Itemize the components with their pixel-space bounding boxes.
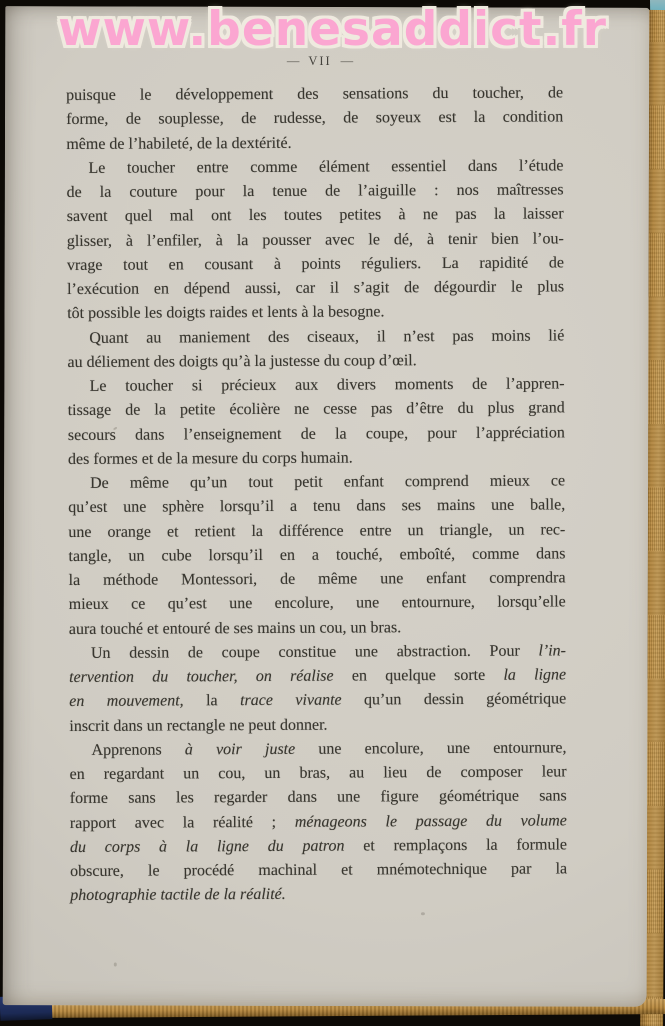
text-line xyxy=(68,494,565,521)
text-segment: puisque le développement des sensations du toucher, de xyxy=(66,84,564,104)
text-segment: une encolure, une entournure, xyxy=(295,739,567,758)
paper-speck xyxy=(114,962,117,966)
text-segment: même de l’habileté, de la dextérité. xyxy=(66,134,292,153)
text-segment: inscrit dans un rectangle ne peut donner. xyxy=(69,716,328,735)
text-segment: et remplaçons la formule xyxy=(344,836,568,855)
text-segment: Le toucher si précieux aux divers moments de l’appren- xyxy=(89,375,565,395)
text-line xyxy=(66,81,563,108)
text-line xyxy=(68,445,565,472)
page-number xyxy=(0,54,640,69)
folio-dash-right: — xyxy=(340,54,354,68)
text-line xyxy=(68,542,565,569)
text-line xyxy=(69,615,566,642)
text-segment: au déliement des doigts qu’à la justesse du coup d’œil. xyxy=(67,351,417,371)
text-segment: la ligne xyxy=(503,666,567,684)
text-line xyxy=(67,300,564,327)
text-line xyxy=(70,833,567,860)
text-line xyxy=(67,348,564,375)
text-line xyxy=(68,518,565,545)
text-line xyxy=(67,227,564,254)
text-segment: glisser, à l’enfiler, à la pousser avec le dé, à tenir bien l’ou- xyxy=(66,229,564,250)
text-segment: à voir juste xyxy=(184,740,296,759)
text-line xyxy=(70,857,567,884)
text-segment: qu’est une sphère lorsqu’il a tenu dans ses mains une balle, xyxy=(68,496,566,517)
text-segment: obscure, le procédé machinal et mnémotechnique par la xyxy=(70,860,568,880)
text-line xyxy=(69,688,566,715)
text-line xyxy=(70,882,567,909)
text-segment: secours dans l’enseignement de la coupe, pour l’appréciation xyxy=(67,423,565,444)
text-segment: des formes et de la mesure du corps humain. xyxy=(67,449,353,468)
text-line xyxy=(69,566,566,593)
text-segment: Un dessin de coupe constitue une abstraction. Pour xyxy=(90,642,539,662)
text-segment: Le toucher entre comme élément essentiel dans l’étude xyxy=(88,157,564,177)
text-line xyxy=(69,712,566,739)
text-segment: forme, de souplesse, de rudesse, de soyeux est la condition xyxy=(66,108,564,129)
text-line xyxy=(66,106,563,133)
text-segment: en quelque sorte xyxy=(333,666,504,685)
text-segment: tervention du toucher, on réalise xyxy=(69,667,334,686)
text-segment: Quant au maniement des ciseaux, il n’est pas moins lié xyxy=(89,326,565,347)
text-line xyxy=(68,421,565,448)
text-line xyxy=(70,785,567,812)
text-line xyxy=(69,736,566,763)
text-segment: photographie tactile de la réalité. xyxy=(70,886,286,905)
text-segment: une orange et retient la différence entre un triangle, un rec- xyxy=(68,520,566,541)
text-line xyxy=(67,324,564,351)
text-line xyxy=(66,130,563,157)
text-segment: tissage de la petite écolière ne cesse pas d’être du plus grand xyxy=(67,399,565,420)
text-segment: l’exécution en dépend aussi, car il s’agit de dégourdir le plus xyxy=(67,278,565,298)
text-segment: rapport avec la réalité ; xyxy=(69,813,295,832)
folio-dash-left: — xyxy=(286,54,300,68)
text-segment: la xyxy=(183,692,241,710)
text-segment: savent quel mal ont les toutes petites à ne pas la laisser xyxy=(66,205,564,226)
text-line xyxy=(68,372,565,399)
text-segment: tangle, un cube lorsqu’il en a touché, emboîté, comme dans xyxy=(68,545,566,565)
text-segment: la méthode Montessori, de même une enfant comprendra xyxy=(68,569,566,589)
text-line xyxy=(67,178,564,205)
text-line xyxy=(67,251,564,278)
page-text xyxy=(66,81,567,908)
text-segment: vrage tout en cousant à points réguliers. La rapidité de xyxy=(66,254,564,274)
text-segment: Apprenons xyxy=(91,741,185,759)
text-segment: de la couture pour la tenue de l’aiguille : nos maîtresses xyxy=(66,181,564,201)
text-segment: aura touché et entouré de ses mains un cou, un bras. xyxy=(68,618,402,638)
text-segment: trace vivante xyxy=(240,691,342,710)
text-segment: du corps à la ligne du patron xyxy=(69,837,345,856)
text-line xyxy=(68,397,565,424)
text-segment: mieux ce qu’est une encolure, une entournure, lorsqu’elle xyxy=(68,593,566,614)
text-line xyxy=(69,663,566,690)
text-segment: qu’un dessin géométrique xyxy=(341,690,567,709)
text-segment: en regardant un cou, un bras, au lieu de composer leur xyxy=(69,763,567,783)
text-segment: De même qu’un tout petit enfant comprend mieux ce xyxy=(90,472,566,492)
text-line xyxy=(69,639,566,666)
text-line xyxy=(67,203,564,230)
text-line xyxy=(70,760,567,787)
text-line xyxy=(70,809,567,836)
text-line xyxy=(67,275,564,302)
folio-number: VII xyxy=(308,54,332,68)
text-line xyxy=(68,469,565,496)
watermark-text: www.benesaddict.fr xyxy=(58,2,607,57)
text-segment: ménageons le passage du volume xyxy=(294,811,567,831)
text-segment: tôt possible les doigts raides et lents à la besogne. xyxy=(67,303,385,323)
text-line xyxy=(66,154,563,181)
text-segment: l’in- xyxy=(538,642,567,660)
text-segment: en mouvement, xyxy=(69,692,184,711)
text-segment: forme sans les regarder dans une figure géométrique sans xyxy=(69,787,567,808)
paper-speck xyxy=(421,912,425,915)
text-line xyxy=(69,591,566,618)
